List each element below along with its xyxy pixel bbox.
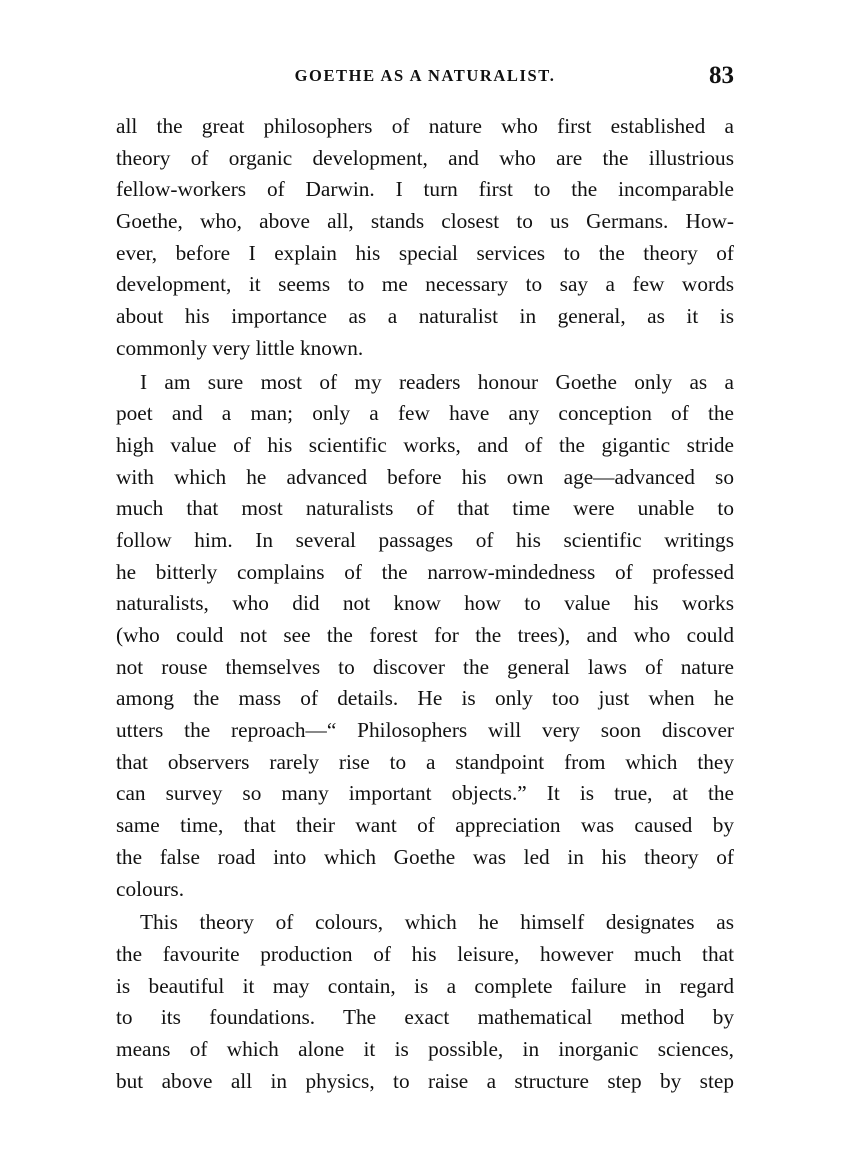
- running-head: [116, 62, 734, 92]
- text-line: can survey so many important objects.” It is true, at the: [116, 781, 734, 806]
- text-line: not rouse themselves to discover the general laws of nature: [116, 654, 734, 679]
- text-line: Goethe, who, above all, stands closest to us Germans. How-: [116, 209, 734, 234]
- text-line: among the mass of details. He is only too just when he: [116, 686, 734, 711]
- text-line: development, it seems to me necessary to say a few words: [116, 272, 734, 297]
- paragraph: [116, 367, 734, 906]
- text-line: the false road into which Goethe was led in his theory of: [116, 844, 734, 869]
- text-line: (who could not see the forest for the trees), and who could: [116, 623, 734, 647]
- text-line: utters the reproach—“ Philosophers will very soon discover: [116, 718, 734, 743]
- running-title: GOETHE AS A NATURALIST.: [294, 66, 556, 85]
- text-line: fellow-workers of Darwin. I turn first to the incomparable: [116, 177, 734, 202]
- text-line: colours.: [116, 876, 185, 901]
- text-line: naturalists, who did not know how to value his works: [116, 591, 734, 616]
- page-number: 83: [709, 62, 734, 89]
- text-line: follow him. In several passages of his scientific writings: [116, 527, 734, 552]
- text-line: ever, before I explain his special services to the theory of: [116, 240, 734, 265]
- text-line: commonly very little known.: [116, 335, 364, 360]
- paragraph: [116, 111, 734, 365]
- text-line: This theory of colours, which he himself designates as: [140, 910, 734, 935]
- text-line: with which he advanced before his own age—advanced so: [116, 464, 734, 489]
- paragraph: [116, 907, 734, 1097]
- text-line: about his importance as a naturalist in general, as it is: [116, 304, 734, 329]
- text-line: he bitterly complains of the narrow-mindedness of professed: [116, 559, 734, 584]
- text-line: much that most naturalists of that time were unable to: [116, 496, 734, 521]
- body-text: [116, 111, 734, 1097]
- text-line: I am sure most of my readers honour Goethe only as a: [140, 369, 734, 394]
- text-line: poet and a man; only a few have any conception of the: [116, 401, 734, 426]
- text-line: means of which alone it is possible, in inorganic sciences,: [116, 1036, 734, 1061]
- text-line: is beautiful it may contain, is a complete failure in regard: [116, 973, 734, 998]
- text-line: all the great philosophers of nature who first established a: [116, 114, 734, 138]
- text-line: same time, that their want of appreciation was caused by: [116, 813, 734, 838]
- text-line: the favourite production of his leisure, however much that: [116, 941, 734, 966]
- text-line: but above all in physics, to raise a structure step by step: [116, 1068, 734, 1093]
- text-line: that observers rarely rise to a standpoint from which they: [116, 749, 734, 774]
- text-line: theory of organic development, and who are the illustrious: [116, 145, 734, 170]
- text-line: to its foundations. The exact mathematical method by: [116, 1005, 734, 1030]
- text-line: high value of his scientific works, and of the gigantic stride: [116, 432, 734, 457]
